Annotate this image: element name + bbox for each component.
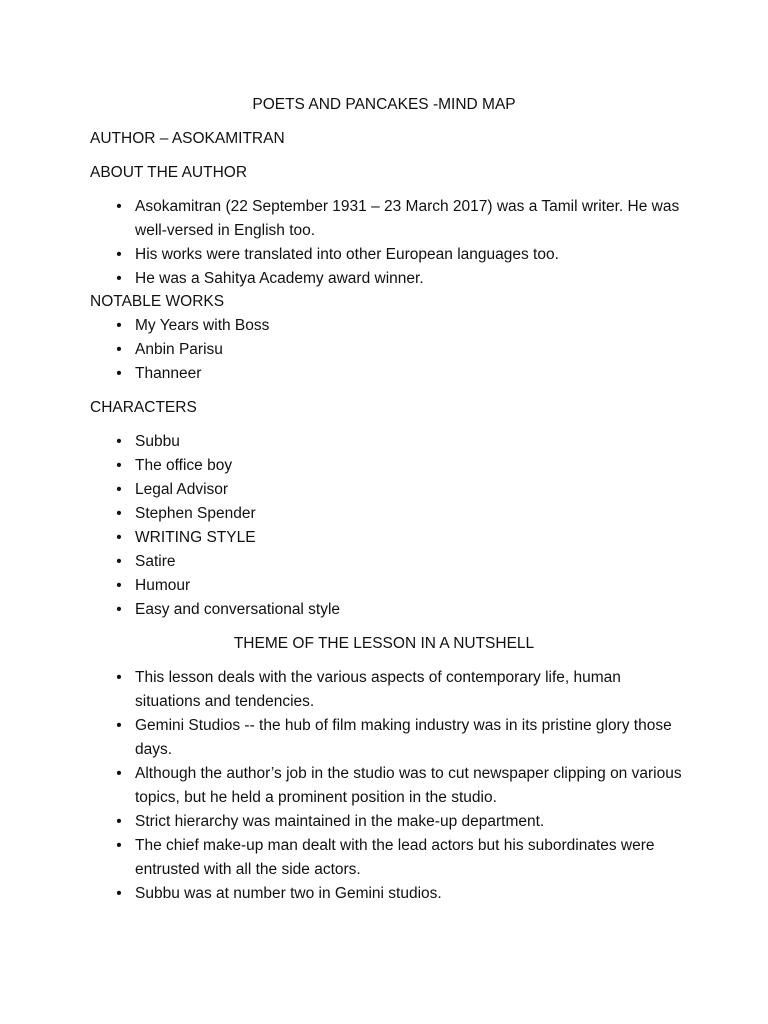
list-item <box>90 762 690 810</box>
list-item <box>90 314 690 338</box>
list-item-text: Gemini Studios -- the hub of film making industry was in its pristine glory those days. <box>135 717 672 758</box>
bullet-icon: • <box>116 198 122 215</box>
list-item <box>90 882 690 906</box>
list-item-text: Easy and conversational style <box>135 601 341 618</box>
list-item-text: Strict hierarchy was maintained in the make-up department. <box>135 813 545 830</box>
list-item <box>90 574 690 598</box>
list-item-text: Although the author’s job in the studio was to cut newspaper clipping on various topics, but he held a prominent position in the studio. <box>135 765 682 806</box>
about-author-heading: ABOUT THE AUTHOR <box>90 164 248 181</box>
list-item <box>90 834 690 882</box>
list-item-text: The chief make-up man dealt with the lead actors but his subordinates were entrusted with all the side actors. <box>135 837 655 878</box>
list-item <box>90 454 690 478</box>
list-item-text: Humour <box>135 577 191 594</box>
list-item-text: Legal Advisor <box>135 481 229 498</box>
list-item <box>90 267 690 291</box>
notable-works-list <box>90 314 690 386</box>
list-item <box>90 714 690 762</box>
list-item <box>90 810 690 834</box>
list-item <box>90 195 690 243</box>
notable-works-heading: NOTABLE WORKS <box>90 293 225 310</box>
author-line: AUTHOR – ASOKAMITRAN <box>90 130 285 147</box>
bullet-icon: • <box>116 433 122 450</box>
bullet-icon: • <box>116 457 122 474</box>
list-item <box>90 243 690 267</box>
list-item-text: The office boy <box>135 457 233 474</box>
list-item-text: WRITING STYLE <box>135 529 256 546</box>
bullet-icon: • <box>116 669 122 686</box>
bullet-icon: • <box>116 505 122 522</box>
list-item <box>90 526 690 550</box>
bullet-icon: • <box>116 341 122 358</box>
list-item-text: Asokamitran (22 September 1931 – 23 March 2017) was a Tamil writer. He was well-versed in English too. <box>135 198 680 239</box>
bullet-icon: • <box>116 577 122 594</box>
list-item-text: Subbu was at number two in Gemini studios. <box>135 885 442 902</box>
theme-list <box>90 666 690 906</box>
bullet-icon: • <box>116 246 122 263</box>
list-item-text: Anbin Parisu <box>135 341 223 358</box>
list-item-text: Stephen Spender <box>135 505 256 522</box>
list-item-text: Satire <box>135 553 176 570</box>
list-item <box>90 666 690 714</box>
bullet-icon: • <box>116 553 122 570</box>
list-item <box>90 598 690 622</box>
bullet-icon: • <box>116 317 122 334</box>
bullet-icon: • <box>116 813 122 830</box>
list-item-text: His works were translated into other European languages too. <box>135 246 559 263</box>
list-item-text: Subbu <box>135 433 180 450</box>
page-title: POETS AND PANCAKES -MIND MAP <box>252 96 516 113</box>
list-item <box>90 550 690 574</box>
bullet-icon: • <box>116 529 122 546</box>
list-item-text: This lesson deals with the various aspects of contemporary life, human situations and tendencies. <box>135 669 621 710</box>
list-item <box>90 430 690 454</box>
theme-heading: THEME OF THE LESSON IN A NUTSHELL <box>233 635 535 652</box>
bullet-icon: • <box>116 765 122 782</box>
list-item <box>90 362 690 386</box>
characters-list <box>90 430 690 622</box>
about-author-list <box>90 195 690 291</box>
bullet-icon: • <box>116 837 122 854</box>
list-item <box>90 338 690 362</box>
bullet-icon: • <box>116 885 122 902</box>
bullet-icon: • <box>116 601 122 618</box>
list-item-text: Thanneer <box>135 365 202 382</box>
bullet-icon: • <box>116 270 122 287</box>
list-item <box>90 478 690 502</box>
characters-heading: CHARACTERS <box>90 399 197 416</box>
bullet-icon: • <box>116 365 122 382</box>
bullet-icon: • <box>116 481 122 498</box>
list-item-text: He was a Sahitya Academy award winner. <box>135 270 424 287</box>
list-item-text: My Years with Boss <box>135 317 270 334</box>
bullet-icon: • <box>116 717 122 734</box>
list-item <box>90 502 690 526</box>
